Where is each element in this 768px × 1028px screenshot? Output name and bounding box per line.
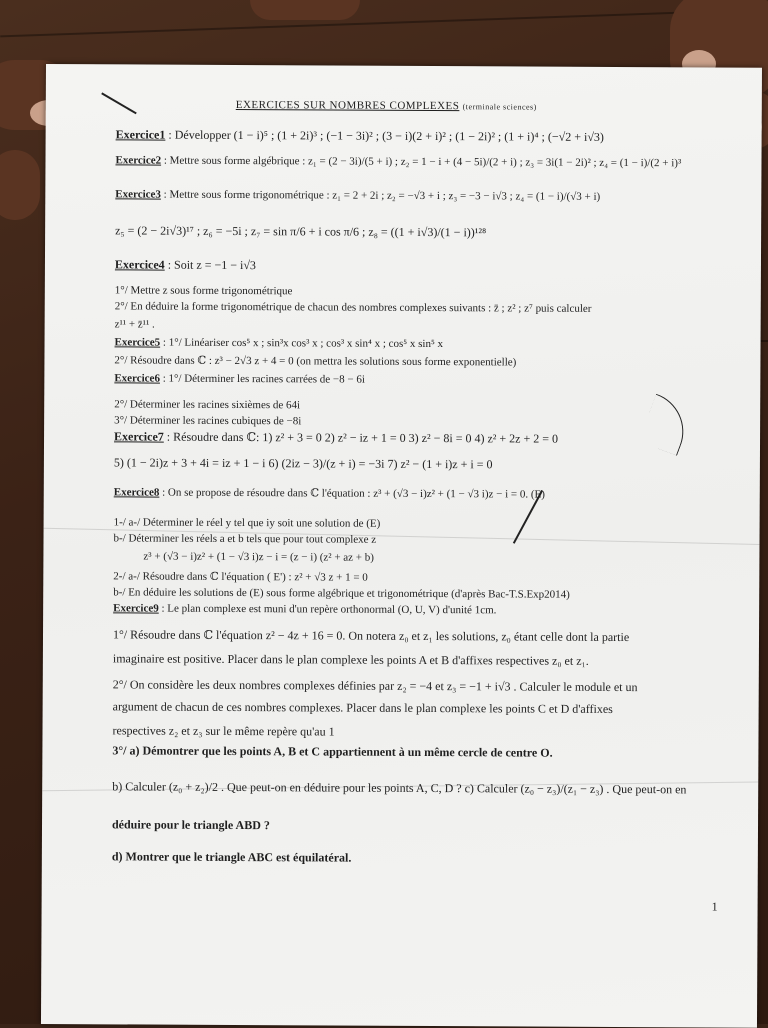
exercise-label: Exercice2 — [115, 154, 162, 167]
ex9-q2-cont2 — [112, 724, 744, 741]
exercise-text: : On se propose de résoudre dans ℂ l'équation : z³ + (√3 − i)z² + (1 − √3 i)z − i = 0. (E) — [159, 486, 545, 501]
exercise-1 — [116, 128, 748, 145]
exercise-label: Exercice7 — [114, 429, 164, 444]
exercise-5 — [115, 336, 747, 352]
ex9-q2-cont — [113, 700, 745, 717]
ex5-q2 — [114, 354, 746, 370]
line-text: 2°/ On considère les deux nombres complexes définies par z₂ = −4 et z₃ = −1 + i√3 . Calculer le module et un — [112, 677, 638, 695]
sheet-title — [236, 99, 537, 113]
line-text: imaginaire est positive. Placer dans le plan complexe les points A et B d'affixes respectives z₀ et z₁. — [112, 651, 589, 668]
line-text: 5) (1 − 2i)z + 3 + 4i = iz + 1 − i 6) (2iz − 3)/(z + i) = −3i 7) z² − (1 + i)z + i = 0 — [113, 455, 493, 472]
line-text: 2°/ En déduire la forme trigonométrique de chacun des nombres complexes suivants : z̄ ; z² ; z⁷ puis calculer — [114, 300, 592, 315]
exercise-text: : 1°/ Linéariser cos⁵ x ; sin³x cos³ x ; cos³ x sin⁴ x ; cos⁵ x sin⁵ x — [160, 336, 444, 351]
line-text: d) Montrer que le triangle ABC est équilatéral. — [111, 849, 352, 865]
top-fingers — [250, 0, 360, 20]
line-text: déduire pour le triangle ABD ? — [111, 817, 270, 833]
line-text: 1°/ Résoudre dans ℂ l'équation z² − 4z + 16 = 0. On notera z₀ et z₁ les solutions, z₀ étant celle dont la partie — [112, 627, 630, 645]
line-text: 3°/ a) Démontrer que les points A, B et C appartiennent à un même cercle de centre O. — [112, 743, 553, 760]
ex9-q1-cont — [113, 652, 745, 669]
line-text: 2°/ Résoudre dans ℂ : z³ − 2√3 z + 4 = 0 (on mettra les solutions sous forme exponentielle) — [114, 354, 517, 369]
ex9-q3bc — [112, 780, 744, 797]
line-text: 1°/ Mettre z sous forme trigonométrique — [114, 284, 293, 298]
exercise-9 — [113, 602, 745, 618]
line-text: z¹¹ + z̄¹¹ . — [114, 318, 155, 331]
line-text: z³ + (√3 − i)z² + (1 − √3 i)z − i = (z − i) (z² + az + b) — [143, 550, 374, 564]
ex4-q2-cont — [115, 318, 747, 334]
ex9-q3bc-cont — [112, 818, 744, 835]
ex8-q1b — [113, 532, 745, 548]
exercise-text: : Développer (1 − i)⁵ ; (1 + 2i)³ ; (−1 − 3i)² ; (3 − i)(2 + i)² ; (1 − 2i)² ; (1 + i)⁴ ; (−√2 + i√3) — [165, 127, 604, 144]
line-text: respectives z₂ et z₃ sur le même repère qu'au 1 — [112, 723, 335, 739]
line-text: b-/ Déterminer les réels a et b tels que pour tout complexe z — [113, 532, 377, 546]
exercise-text: : Mettre sous forme trigonométrique : z₁ = 2 + 2i ; z₂ = −√3 + i ; z₃ = −3 − i√3 ; z₄ = (1 − i)/(√3 + i) — [160, 188, 601, 203]
exercise-text: : 1°/ Déterminer les racines carrées de −8 − 6i — [159, 372, 365, 386]
ex9-q1 — [113, 628, 745, 645]
exercise-text: : Résoudre dans ℂ: 1) z² + 3 = 0 2) z² − iz + 1 = 0 3) z² − 8i = 0 4) z² + 2z + 2 = 0 — [163, 429, 559, 446]
ex9-q2 — [113, 678, 745, 695]
ex8-q2a — [113, 570, 745, 586]
exercise-label: Exercice1 — [115, 127, 166, 142]
ex8-identity — [143, 551, 745, 567]
exercise-label: Exercice6 — [114, 372, 160, 385]
exercise-label: Exercice4 — [114, 257, 165, 272]
pen-mark — [101, 92, 136, 113]
line-text: b-/ En déduire les solutions de (E) sous forme algébrique et trigonométrique (d'après Bac-T.S.Exp2014) — [113, 586, 570, 601]
exercise-3-cont — [115, 224, 747, 241]
exercise-sheet — [41, 64, 762, 1028]
line-text: 2-/ a-/ Résoudre dans ℂ l'équation ( E') : z² + √3 z + 1 = 0 — [113, 570, 368, 584]
exercise-label: Exercice9 — [113, 602, 159, 615]
title-subtitle: (terminale sciences) — [462, 102, 537, 112]
line-text: 2°/ Déterminer les racines sixièmes de 64i — [114, 398, 301, 412]
line-text: z₅ = (2 − 2i√3)¹⁷ ; z₆ = −5i ; z₇ = sin π/6 + i cos π/6 ; z₈ = ((1 + i√3)/(1 − i))¹²⁸ — [115, 223, 487, 240]
exercise-4 — [115, 258, 747, 275]
exercise-label: Exercice5 — [114, 336, 161, 349]
exercise-label: Exercice3 — [115, 188, 161, 201]
exercise-3 — [115, 188, 747, 204]
title-text: EXERCICES SUR NOMBRES COMPLEXES — [235, 98, 460, 113]
ex9-q3a — [112, 744, 744, 761]
ex8-q2b — [113, 586, 745, 602]
exercise-text: : Soit z = −1 − i√3 — [164, 257, 256, 273]
exercise-text: : Le plan complexe est muni d'un repère orthonormal (O, U, V) d'unité 1cm. — [158, 602, 497, 617]
line-text: 1-/ a-/ Déterminer le réel y tel que iy soit une solution de (E) — [113, 516, 381, 530]
exercise-label: Exercice8 — [113, 486, 160, 499]
exercise-text: : Mettre sous forme algébrique : z₁ = (2 − 3i)/(5 + i) ; z₂ = 1 − i + (4 − 5i)/(2 + i) ; z₃ = 3i(1 − 2i)² ; z₄ = (1 − i)/(2 + i)³ — [161, 154, 682, 170]
left-finger — [0, 150, 40, 220]
ex7-part2 — [114, 456, 746, 473]
ex4-q2 — [115, 300, 747, 316]
line-text: 3°/ Déterminer les racines cubiques de −8i — [114, 414, 302, 428]
exercise-8 — [114, 486, 746, 502]
exercise-6 — [114, 372, 746, 388]
ex4-q1 — [115, 284, 747, 300]
ex8-q1a — [114, 516, 746, 532]
line-text: b) Calculer (z₀ + z₂)/2 . Que peut-on en déduire pour les points A, C, D ? c) Calculer (z₀ − z₃)/(z₁ − z₃) . Que peut-on en — [112, 779, 687, 797]
line-text: argument de chacun de ces nombres complexes. Placer dans le plan complexe les points C et D d'affixes — [112, 699, 613, 716]
ex9-q3d — [112, 850, 744, 867]
exercise-2 — [115, 154, 747, 170]
page-number: 1 — [711, 899, 718, 914]
